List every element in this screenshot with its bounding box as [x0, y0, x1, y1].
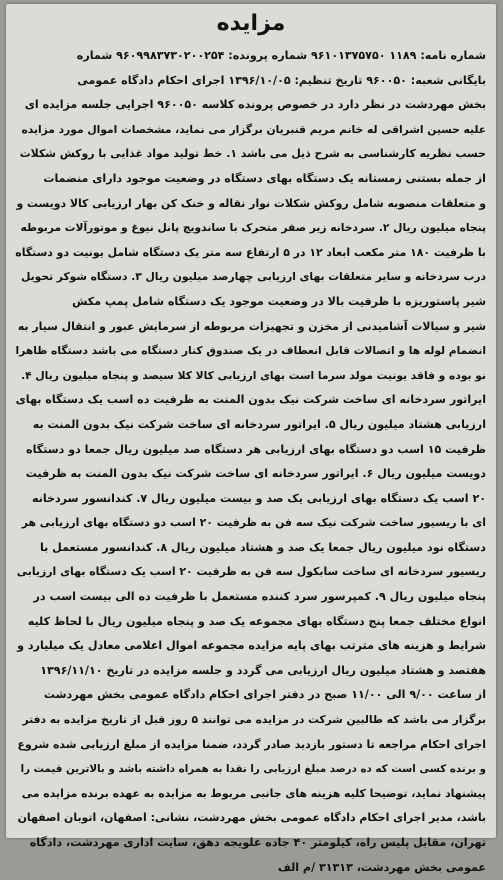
notice-line: و متعلقات منصوبه شامل روکش شکلات نوار نقاله و خنک کن بهار ارزیابی کالا دویست و — [16, 196, 486, 210]
notice-line: از ساعت ۹/۰۰ الی ۱۱/۰۰ صبح در دفتر اجرای احکام دادگاه عمومی بخش مهردشت — [43, 688, 486, 702]
notice-line: برگزار می باشد که طالبین شرکت در مزایده می توانند ۵ روز قبل از تاریخ مزایده به دفتر — [22, 713, 486, 727]
notice-line: علیه حسین اشراقی له خانم مریم قنبریان برگزار می نماید، مشخصات اموال مورد مزایده — [21, 122, 486, 136]
notice-line: با ظرفیت ۱۸۰ متر مکعب ابعاد ۱۲ در ۵ ارتفاع سه متر یک دستگاه شامل یونیت دو دستگاه — [15, 245, 486, 259]
notice-line: باشد، مدیر اجرای احکام دادگاه عمومی بخش مهردشت، نشانی: اصفهان، اتوبان اصفهان — [17, 811, 486, 825]
notice-line: عمومی بخش مهردشت، ۳۱۳۱۳ /م الف — [277, 860, 486, 874]
notice-line: حسب نظریه کارشناسی به شرح ذیل می باشد ۱. خط تولید مواد غذایی با روکش شکلات — [19, 147, 486, 161]
notice-line: شیر و سیالات آشامیدنی از مخزن و تجهیزات مربوطه از سرمایش عبور و انتقال سیار به — [17, 319, 486, 333]
notice-line: ای با ریسیور ساخت شرکت نیک سه فن به ظرفیت ۲۰ اسب دو دستگاه بهای ارزیابی هر — [21, 516, 486, 530]
notice-body — [15, 44, 486, 874]
notice-line: ارزیابی هشتاد میلیون ریال ۵. ایراتور سردخانه ای ساخت شرکت نیک بدون المنت به — [32, 417, 486, 431]
notice-line: از جمله بستنی زمستانه یک دستگاه بهای دستگاه در وضعیت موجود دارای منضمات — [43, 171, 486, 185]
notice-line: دستگاه نود میلیون ریال جمعا یک صد و هشتاد میلیون ریال ۸. کندانسور مستعمل با — [39, 540, 486, 554]
notice-line: دویست میلیون ریال ۶. ایراتور سردخانه ای ساخت شرکت نیک بدون المنت به ظرفیت — [25, 467, 486, 481]
notice-line: شیر پاستوریزه با ظرفیت بالا در وضعیت موجود یک دستگاه شامل پمپ مکش — [72, 294, 486, 308]
notice-line: انواع مختلف جمعا پنج دستگاه بهای مجموعه یک صد و پنجاه میلیون ریال با لحاظ کلیه — [27, 614, 486, 628]
notice-line: پیشنهاد نماید، توضیحا کلیه هزینه های جانبی مربوط به مزایده به عهده برنده مزایده می — [21, 786, 486, 800]
notice-line: انضمام لوله ها و اتصالات قابل انعطاف در یک صندوق کنار دستگاه می باشد دستگاه ظاهرا — [15, 344, 486, 358]
notice-line: اجرای احکام مراجعه تا دستور بازدید صادر گردد، ضمنا مزایده از مبلغ ارزیابی شده شروع — [17, 737, 486, 751]
notice-line: و برنده کسی است که ده درصد مبلغ ارزیابی را نقدا به همراه داشته باشد و بالاترین قیمت را — [20, 763, 486, 776]
notice-line: تهران، مقابل پلیس راه، کیلومتر ۴۰ جاده علویجه دهق، سایت اداری مهردشت، دادگاه — [29, 836, 486, 849]
notice-line: هفتصد و هشتاد میلیون ریال ارزیابی می گردد و جلسه مزایده در تاریخ ۱۳۹۶/۱۱/۱۰ — [40, 663, 486, 677]
notice-line: ایراتور سردخانه ای ساخت شرکت نیک بدون المنت به ظرفیت ده اسب یک دستگاه بهای — [15, 393, 486, 407]
notice-line: ریسیور سردخانه ای ساخت سابکول سه فن به ظرفیت ۲۰ اسب یک دستگاه بهای ارزیابی — [16, 565, 486, 579]
notice-line: بایگانی شعبه: ۹۶۰۰۵۰ تاریخ تنظیم: ۱۳۹۶/۱۰/۰۵ اجرای احکام دادگاه عمومی — [77, 73, 486, 87]
notice-line: شرایط و هزینه های مترتب بهای پایه مزایده مجموعه اموال اعلامی معادل یک میلیارد و — [17, 639, 486, 653]
notice-line: ظرفیت ۱۵ اسب دو دستگاه بهای ارزیابی هر دستگاه صد میلیون ریال جمعا دو دستگاه — [26, 442, 486, 456]
notice-line: نو بوده و فاقد یونیت مولد سرما است بهای ارزیابی کالا کلا سیصد و پنجاه میلیون ریال ۴. — [21, 368, 486, 382]
newspaper-clipping — [6, 4, 496, 874]
notice-line: شماره نامه: ۱۱۸۹ ۹۶۱۰۱۳۷۵۷۵۰ شماره پرونده: ۹۶۰۹۹۸۳۷۳۰۲۰۰۲۵۴ شماره — [76, 49, 486, 62]
notice-line: پنجاه میلیون ریال ۹. کمپرسور سرد کننده مستعمل با ظرفیت ده الی بیست اسب در — [33, 590, 486, 604]
notice-line: ۲۰ اسب یک دستگاه بهای ارزیابی یک صد و بیست میلیون ریال ۷. کندانسور سردخانه — [31, 491, 486, 505]
notice-line: بخش مهردشت در نظر دارد در خصوص پرونده کلاسه ۹۶۰۰۵۰ اجرایی جلسه مزایده ای — [24, 98, 486, 112]
notice-line: پنجاه میلیون ریال ۲. سردخانه زیر صفر متحرک با ساندویچ پانل نیوغ و موتورآلات مربوطه — [20, 221, 486, 235]
notice-title: مزایده — [216, 11, 286, 36]
notice-line: درب سردخانه و سایر متعلقات بهای ارزیابی چهارصد میلیون ریال ۳. دستگاه شوکر تحویل — [21, 270, 486, 284]
